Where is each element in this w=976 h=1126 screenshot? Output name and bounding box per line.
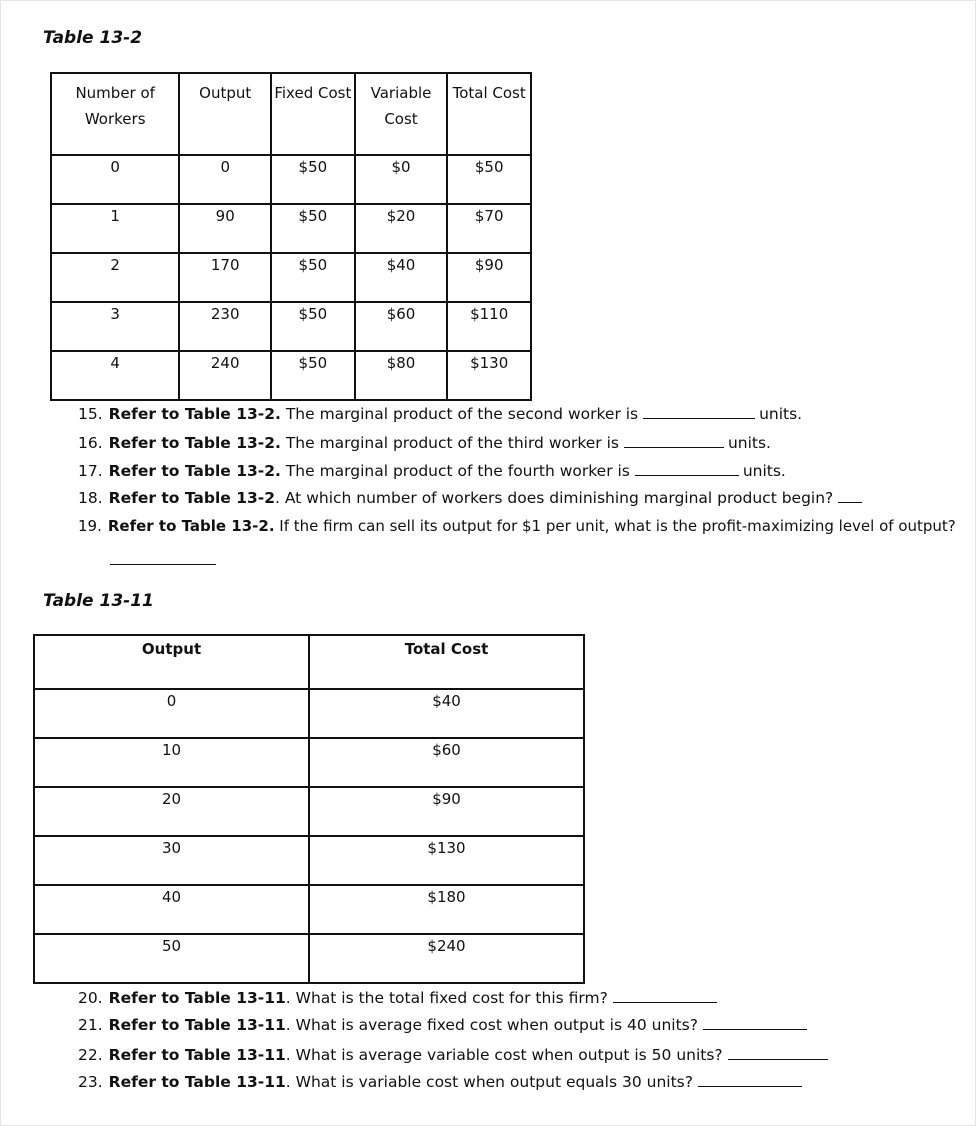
table-row — [51, 302, 531, 351]
table-cell: $60 — [309, 738, 584, 787]
table-row — [34, 787, 584, 836]
answer-blank[interactable] — [613, 988, 717, 1003]
header-variable-cost: Variable Cost — [355, 73, 448, 155]
answer-unit: units. — [742, 462, 786, 480]
question-ref: Refer to Table 13-2. — [108, 434, 281, 452]
question-number: 15. — [78, 405, 103, 423]
table-cell: 30 — [34, 836, 309, 885]
question-ref: Refer to Table 13-2. — [108, 405, 281, 423]
table-row — [51, 204, 531, 253]
header-fixed-cost: Fixed Cost — [271, 73, 355, 155]
table-cell: $90 — [309, 787, 584, 836]
question-number: 16. — [78, 434, 103, 452]
table-cell: $130 — [447, 351, 531, 400]
question-text: The marginal product of the second worker is — [280, 405, 639, 423]
question-ref: Refer to Table 13-11 — [108, 989, 286, 1007]
table-row — [34, 885, 584, 934]
answer-blank[interactable] — [635, 461, 739, 476]
header-total-cost: Total Cost — [309, 635, 584, 689]
question-ref: Refer to Table 13-2 — [108, 489, 275, 507]
table-cell: $40 — [309, 689, 584, 738]
table-cell: 170 — [179, 253, 271, 302]
table-row — [34, 689, 584, 738]
question-number: 19. — [78, 517, 102, 535]
table-cell: $50 — [271, 253, 355, 302]
table-cell: 20 — [34, 787, 309, 836]
table-row — [34, 836, 584, 885]
table-cell: 230 — [179, 302, 271, 351]
table-cell: 2 — [51, 253, 179, 302]
question-text: . What is the total fixed cost for this firm? — [285, 989, 608, 1007]
table-cell: $20 — [355, 204, 448, 253]
question-text: . What is variable cost when output equals 30 units? — [285, 1073, 693, 1091]
question-18 — [78, 488, 862, 508]
answer-blank[interactable] — [643, 404, 755, 419]
question-ref: Refer to Table 13-2. — [107, 517, 275, 535]
question-text: The marginal product of the fourth worker is — [280, 462, 630, 480]
table-cell: 10 — [34, 738, 309, 787]
question-21 — [78, 1015, 807, 1035]
question-22 — [78, 1045, 828, 1065]
table-cell: $240 — [309, 934, 584, 983]
table-cell: 0 — [179, 155, 271, 204]
table-row — [51, 351, 531, 400]
table-cell: $90 — [447, 253, 531, 302]
answer-blank[interactable] — [110, 550, 216, 565]
table-row — [51, 253, 531, 302]
answer-unit: units. — [759, 405, 803, 423]
table-row — [34, 738, 584, 787]
question-19 — [78, 516, 956, 536]
table-cell: $110 — [447, 302, 531, 351]
question-number: 22. — [78, 1046, 103, 1064]
question-17 — [78, 461, 786, 481]
question-number: 17. — [78, 462, 103, 480]
answer-unit: units. — [727, 434, 771, 452]
table-cell: 4 — [51, 351, 179, 400]
question-number: 20. — [78, 989, 103, 1007]
table-cell: $50 — [271, 155, 355, 204]
question-text: . What is average variable cost when output is 50 units? — [285, 1046, 723, 1064]
table-13-11 — [33, 634, 585, 984]
question-text: If the firm can sell its output for $1 per unit, what is the profit-maximizing level of output? — [274, 517, 956, 535]
table-13-2-title: Table 13-2 — [43, 28, 143, 48]
table-cell: $80 — [355, 351, 448, 400]
answer-blank[interactable] — [838, 488, 862, 503]
table-13-2 — [50, 72, 532, 401]
table-cell: $180 — [309, 885, 584, 934]
header-output: Output — [179, 73, 271, 155]
table-cell: 90 — [179, 204, 271, 253]
question-ref: Refer to Table 13-2. — [108, 462, 281, 480]
table-cell: 0 — [34, 689, 309, 738]
question-ref: Refer to Table 13-11 — [108, 1016, 286, 1034]
question-ref: Refer to Table 13-11 — [108, 1046, 286, 1064]
question-16 — [78, 433, 771, 453]
question-number: 18. — [78, 489, 103, 507]
table-row — [51, 155, 531, 204]
table-cell: $50 — [447, 155, 531, 204]
table-cell: 40 — [34, 885, 309, 934]
answer-blank[interactable] — [624, 433, 724, 448]
table-cell: $50 — [271, 302, 355, 351]
table-cell: $50 — [271, 204, 355, 253]
table-cell: $50 — [271, 351, 355, 400]
question-ref: Refer to Table 13-11 — [108, 1073, 286, 1091]
question-number: 23. — [78, 1073, 103, 1091]
table-cell: $70 — [447, 204, 531, 253]
question-text: . At which number of workers does diminishing marginal product begin? — [275, 489, 834, 507]
table-cell: 50 — [34, 934, 309, 983]
table-cell: 1 — [51, 204, 179, 253]
answer-blank[interactable] — [698, 1072, 802, 1087]
table-cell: 240 — [179, 351, 271, 400]
table-cell: $40 — [355, 253, 448, 302]
question-23 — [78, 1072, 802, 1092]
table-cell: $0 — [355, 155, 448, 204]
question-20 — [78, 988, 717, 1008]
header-total-cost: Total Cost — [447, 73, 531, 155]
table-header-row — [34, 635, 584, 689]
question-text: The marginal product of the third worker is — [280, 434, 619, 452]
question-text: . What is average fixed cost when output is 40 units? — [285, 1016, 698, 1034]
table-row — [34, 934, 584, 983]
table-cell: 0 — [51, 155, 179, 204]
answer-blank[interactable] — [728, 1045, 828, 1060]
table-header-row — [51, 73, 531, 155]
table-13-11-title: Table 13-11 — [43, 591, 154, 611]
table-cell: $130 — [309, 836, 584, 885]
table-cell: $60 — [355, 302, 448, 351]
header-output: Output — [34, 635, 309, 689]
answer-blank[interactable] — [703, 1015, 807, 1030]
question-number: 21. — [78, 1016, 103, 1034]
table-cell: 3 — [51, 302, 179, 351]
question-15 — [78, 404, 802, 424]
header-number-of-workers: Number of Workers — [51, 73, 179, 155]
